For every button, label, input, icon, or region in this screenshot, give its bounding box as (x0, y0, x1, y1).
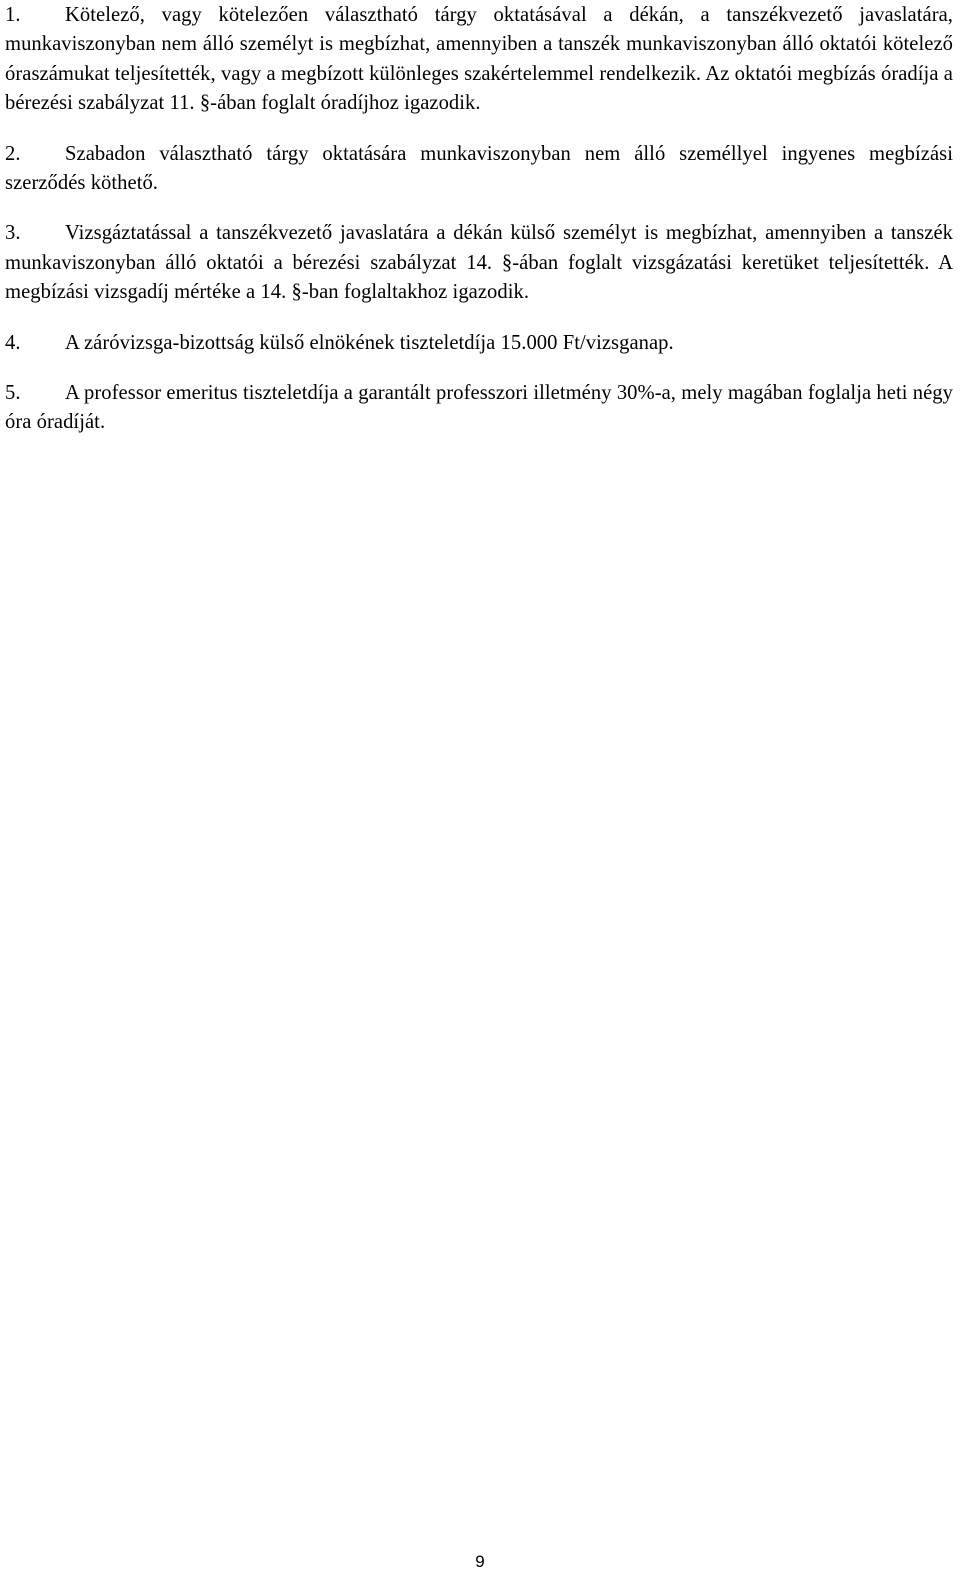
paragraph-text: Kötelező, vagy kötelezően választható tárgy oktatásával a dékán, a tanszékvezető javaslatára, munkaviszonyban nem álló személyt is megbízhat, amennyiben a tanszék munkaviszonyban álló oktatói kötelező óraszámukat teljesítették, vagy a megbízott különleges szakértelemmel rendelkezik. Az oktatói megbízás óradíja a bérezési szabályzat 11. §-ában foglalt óradíjhoz igazodik. (5, 4, 953, 115)
paragraph-number: 1. (5, 4, 21, 26)
paragraph-text: A professor emeritus tiszteletdíja a garantált professzori illetmény 30%-a, mely magában foglalja heti négy óra óradíját. (5, 382, 953, 434)
paragraph-text: Vizsgáztatással a tanszékvezető javaslatára a dékán külső személyt is megbízhat, amennyiben a tanszék munkaviszonyban álló oktatói a bérezési szabályzat 14. §-ában foglalt vizsgázatási keretüket teljesítették. A megbízási vizsgadíj mértéke a 14. §-ban foglaltakhoz igazodik. (5, 222, 953, 304)
paragraph-2 (5, 139, 953, 199)
paragraph-number: 2. (5, 142, 21, 165)
paragraph-1 (5, 0, 953, 119)
paragraph-5 (5, 378, 953, 438)
paragraph-list (5, 0, 953, 458)
paragraph-number: 4. (5, 331, 21, 354)
paragraph-3 (5, 218, 953, 307)
paragraph-text: Szabadon választható tárgy oktatására munkaviszonyban nem álló személlyel ingyenes megbízási szerződés köthető. (5, 142, 953, 195)
paragraph-number: 5. (5, 382, 21, 405)
paragraph-4 (5, 328, 953, 358)
paragraph-number: 3. (5, 222, 21, 245)
page-number: 9 (475, 1552, 485, 1571)
paragraph-text: A záróvizsga-bizottság külső elnökének tiszteletdíja 15.000 Ft/vizsganap. (65, 331, 674, 354)
